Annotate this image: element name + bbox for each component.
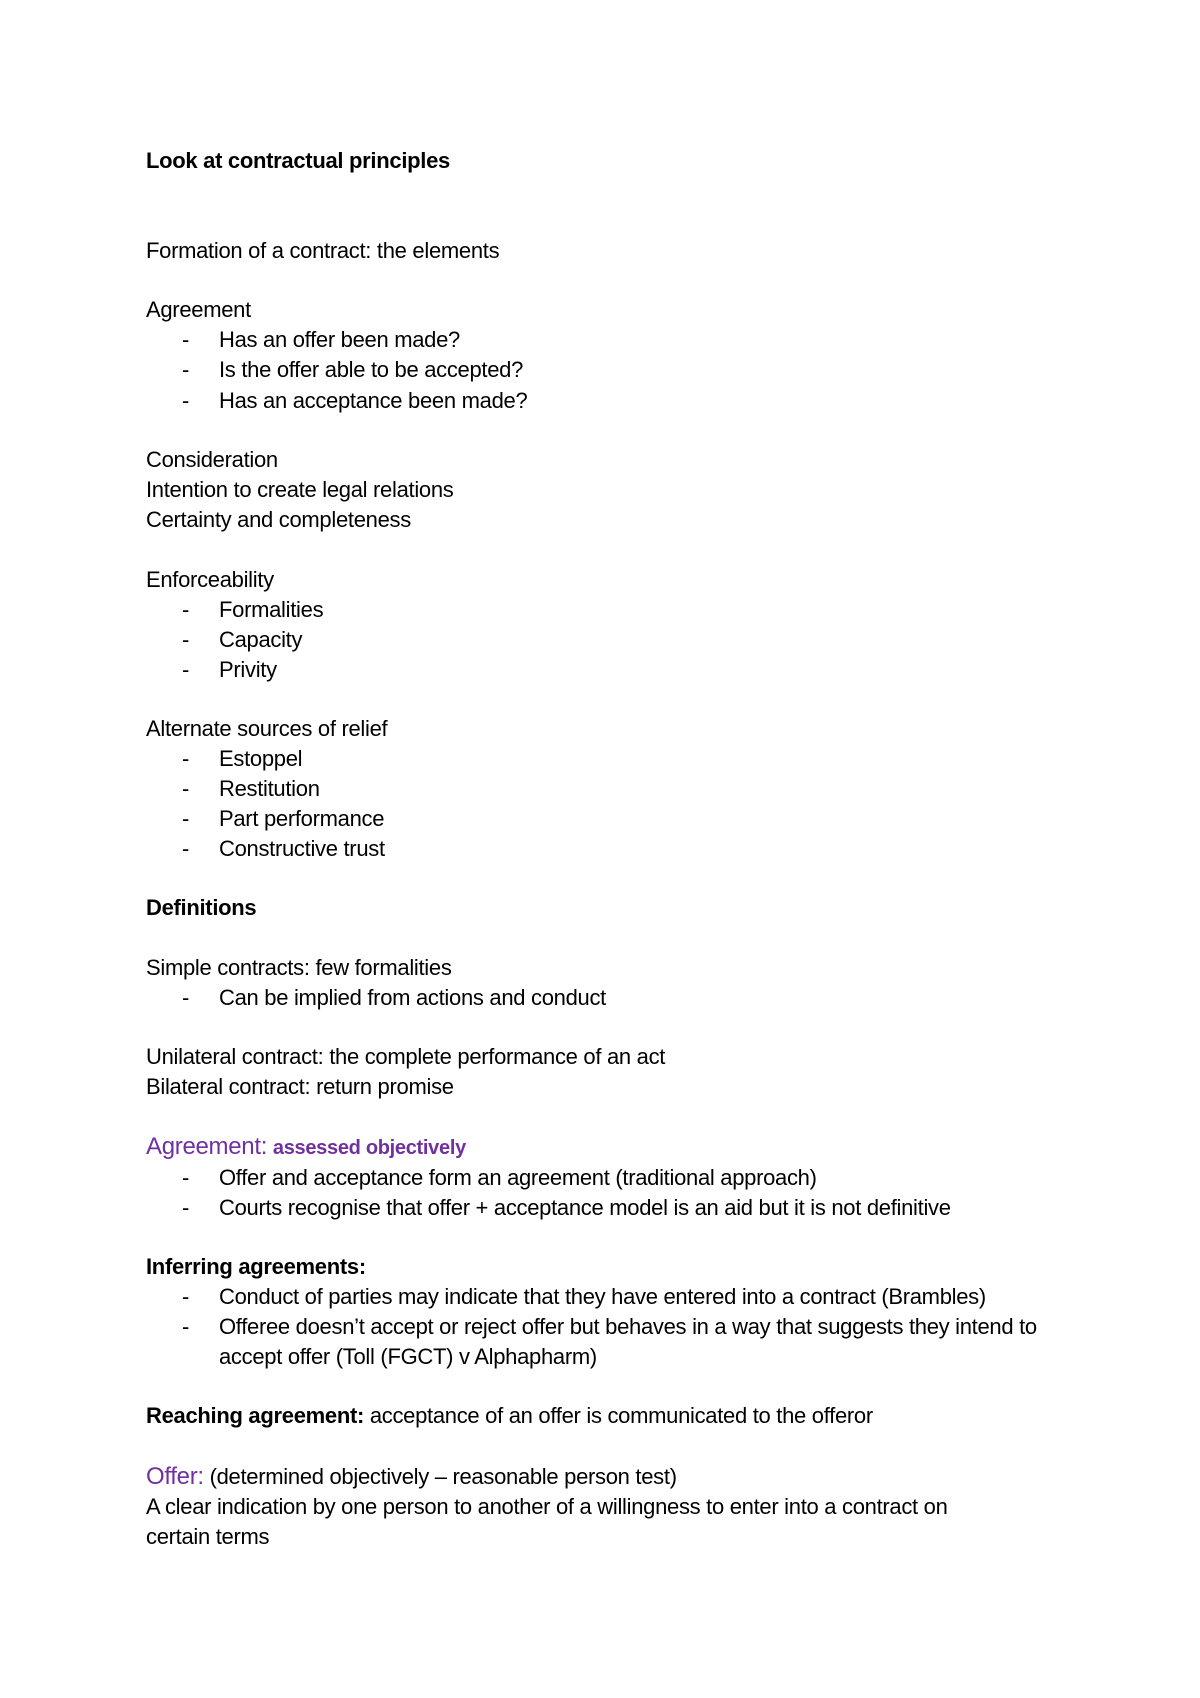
- agreement-objective-sublabel: assessed objectively: [272, 1137, 466, 1159]
- agreement-label: Agreement: [146, 297, 251, 322]
- bilateral-contract: Bilateral contract: return promise: [146, 1074, 454, 1099]
- element-intention: Intention to create legal relations: [146, 477, 454, 502]
- simple-contracts: Simple contracts: few formalities: [146, 955, 452, 980]
- element-certainty: Certainty and completeness: [146, 507, 411, 532]
- offer-subtitle: (determined objectively – reasonable person test): [209, 1464, 677, 1489]
- offer-heading: [146, 1462, 677, 1492]
- agreement-objective-label: Agreement:: [146, 1133, 268, 1160]
- offer-definition: A clear indication by one person to another of a willingness to enter into a contract on certain terms: [146, 1494, 948, 1549]
- reaching-agreement: [146, 1401, 873, 1431]
- inferring-heading: Inferring agreements:: [146, 1254, 366, 1279]
- enforceability-label: Enforceability: [146, 567, 274, 592]
- agreement-objective-heading: [146, 1132, 466, 1163]
- formation-heading: Formation of a contract: the elements: [146, 238, 500, 263]
- page-title: Look at contractual principles: [146, 148, 450, 173]
- definitions-heading: Definitions: [146, 895, 257, 920]
- unilateral-contract: Unilateral contract: the complete performance of an act: [146, 1044, 666, 1069]
- relief-label: Alternate sources of relief: [146, 716, 388, 741]
- element-consideration: Consideration: [146, 447, 278, 472]
- reaching-agreement-label: Reaching agreement:: [146, 1403, 365, 1428]
- offer-label: Offer:: [146, 1463, 204, 1490]
- reaching-agreement-text: acceptance of an offer is communicated to the offeror: [369, 1403, 873, 1428]
